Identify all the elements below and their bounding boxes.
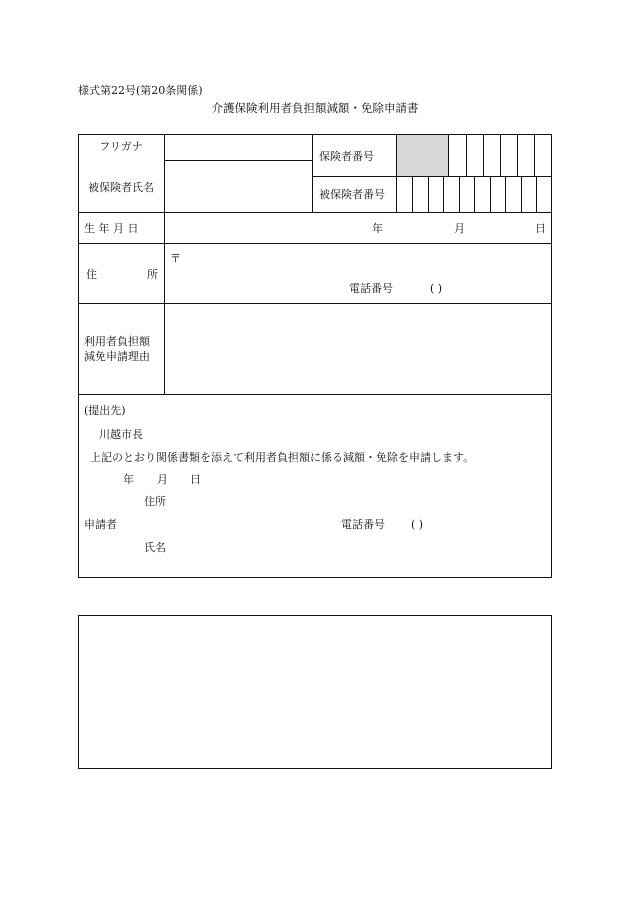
phone-input[interactable]	[440, 280, 470, 296]
insurer-number-label: 保険者番号	[319, 150, 374, 163]
office-use-box	[78, 615, 552, 769]
recipient-name: 川越市長	[99, 428, 143, 441]
date-of-birth-label: 生 年 月 日	[84, 222, 139, 235]
dob-month-label: 月	[454, 222, 465, 235]
application-statement: 上記のとおり関係書類を添えて利用者負担額に係る減額・免除を申請します。	[90, 451, 475, 464]
date-of-birth-input[interactable]	[165, 213, 551, 243]
reason-label-line1: 利用者負担額	[84, 335, 150, 348]
form-number: 様式第22号(第20条関係)	[78, 84, 203, 97]
insured-name-input[interactable]	[165, 161, 312, 212]
phone-parentheses: ( )	[430, 282, 443, 295]
insurer-number-shaded-cell	[397, 135, 448, 176]
reason-label-line2: 減免申請理由	[84, 350, 150, 363]
reason-input[interactable]	[165, 304, 551, 394]
applicant-label: 申請者	[84, 518, 117, 531]
furigana-label: フリガナ	[99, 140, 143, 153]
insured-number-label: 被保険者番号	[319, 188, 385, 201]
insured-name-label: 被保険者氏名	[88, 181, 154, 194]
name-column-divider	[312, 134, 313, 212]
application-month-label: 月	[157, 473, 168, 486]
phone-label: 電話番号	[349, 282, 393, 295]
dob-year-label: 年	[372, 222, 383, 235]
furigana-input[interactable]	[165, 135, 312, 160]
submission-destination-label: (提出先)	[84, 404, 126, 417]
applicant-name-input[interactable]	[176, 538, 336, 556]
row-divider	[78, 394, 552, 395]
address-label-first: 住	[86, 268, 97, 281]
applicant-address-label: 住所	[144, 495, 166, 508]
postal-mark: 〒	[170, 252, 181, 265]
applicant-name-label: 氏名	[144, 541, 166, 554]
address-input[interactable]	[180, 250, 551, 272]
applicant-phone-parentheses: ( )	[411, 518, 424, 531]
application-year-label: 年	[123, 473, 134, 486]
applicant-address-input[interactable]	[176, 492, 336, 510]
applicant-phone-label: 電話番号	[341, 518, 385, 531]
insured-number-input[interactable]	[397, 177, 551, 212]
row-divider	[78, 243, 552, 244]
document-title: 介護保険利用者負担額減額・免除申請書	[211, 101, 419, 115]
application-day-label: 日	[190, 473, 201, 486]
insurer-number-input[interactable]	[449, 135, 551, 176]
address-label-second: 所	[147, 268, 158, 281]
dob-day-label: 日	[535, 222, 546, 235]
